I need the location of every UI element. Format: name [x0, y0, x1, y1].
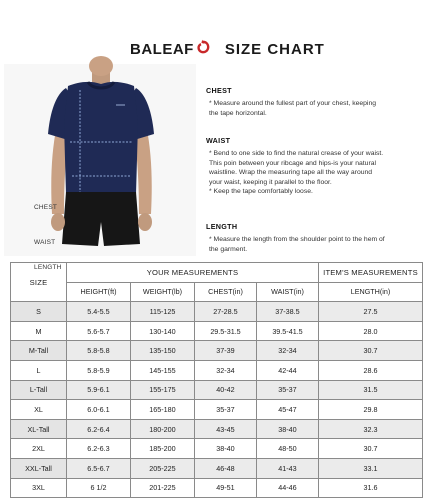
- length-cell: 31.6: [319, 478, 423, 498]
- height-cell: 5.9-6.1: [67, 380, 131, 400]
- chest-cell: 29.5-31.5: [195, 321, 257, 341]
- waist-cell: 37-38.5: [257, 302, 319, 322]
- size-cell: M: [11, 321, 67, 341]
- size-rows: [11, 302, 423, 498]
- waist-instructions: [206, 136, 421, 196]
- waist-cell: 44-46: [257, 478, 319, 498]
- weight-cell: 165-180: [131, 400, 195, 420]
- waist-cell: 39.5-41.5: [257, 321, 319, 341]
- height-cell: 5.8-5.8: [67, 341, 131, 361]
- weight-cell: 185-200: [131, 439, 195, 459]
- column-header-height: HEIGHT(ft): [67, 282, 131, 302]
- size-cell: M-Tall: [11, 341, 67, 361]
- height-cell: 6 1/2: [67, 478, 131, 498]
- column-header-chest: CHEST(in): [195, 282, 257, 302]
- chest-cell: 35-37: [195, 400, 257, 420]
- waist-cell: 48-50: [257, 439, 319, 459]
- height-cell: 5.6-5.7: [67, 321, 131, 341]
- waist-cell: 35-37: [257, 380, 319, 400]
- chest-cell: 49-51: [195, 478, 257, 498]
- brand-header: [130, 38, 325, 60]
- waist-cell: 42-44: [257, 360, 319, 380]
- height-cell: 6.2-6.4: [67, 419, 131, 439]
- size-cell: L: [11, 360, 67, 380]
- size-table: [10, 262, 423, 498]
- brand-name: BALEAF: [130, 40, 194, 58]
- your-measurements-header: YOUR MEASUREMENTS: [67, 263, 319, 283]
- brand-logo-icon: [195, 39, 211, 55]
- weight-cell: 201-225: [131, 478, 195, 498]
- length-cell: 28.6: [319, 360, 423, 380]
- waist-line: * Bend to one side to find the natural crease of your waist.: [209, 150, 384, 158]
- height-cell: 5.8-5.9: [67, 360, 131, 380]
- table-row: [11, 341, 423, 361]
- length-cell: 28.0: [319, 321, 423, 341]
- table-row: [11, 419, 423, 439]
- weight-cell: 205-225: [131, 458, 195, 478]
- table-row: [11, 302, 423, 322]
- model-photo: [4, 64, 196, 271]
- waist-line: your waist, keeping it parallel to the floor.: [209, 178, 332, 186]
- height-cell: 6.2-6.3: [67, 439, 131, 459]
- weight-cell: 115-125: [131, 302, 195, 322]
- column-header-waist: WAIST(in): [257, 282, 319, 302]
- weight-cell: 130-140: [131, 321, 195, 341]
- length-cell: 29.8: [319, 400, 423, 420]
- length-line: the garment.: [209, 245, 248, 253]
- chest-cell: 38-40: [195, 439, 257, 459]
- size-header: SIZE: [11, 263, 67, 302]
- size-cell: XXL-Tall: [11, 458, 67, 478]
- chest-cell: 40-42: [195, 380, 257, 400]
- chest-line: the tape horizontal.: [209, 109, 267, 117]
- chest-heading: CHEST: [206, 86, 232, 95]
- chest-cell: 32-34: [195, 360, 257, 380]
- waist-cell: 38-40: [257, 419, 319, 439]
- length-cell: 33.1: [319, 458, 423, 478]
- height-cell: 6.5-6.7: [67, 458, 131, 478]
- height-cell: 6.0-6.1: [67, 400, 131, 420]
- waist-line: waistline. Wrap the measuring tape all the way around: [209, 169, 373, 177]
- column-header-length: LENGTH(in): [319, 282, 423, 302]
- chest-cell: 27-28.5: [195, 302, 257, 322]
- table-row: [11, 360, 423, 380]
- page-title: SIZE CHART: [224, 40, 325, 58]
- chest-cell: 37-39: [195, 341, 257, 361]
- chest-line: * Measure around the fullest part of your chest, keeping: [209, 100, 376, 108]
- length-cell: 32.3: [319, 419, 423, 439]
- length-cell: 27.5: [319, 302, 423, 322]
- size-cell: 3XL: [11, 478, 67, 498]
- table-row: [11, 458, 423, 478]
- length-cell: 31.5: [319, 380, 423, 400]
- table-row: [11, 400, 423, 420]
- model-illustration: [4, 64, 196, 256]
- label-waist: WAIST: [34, 239, 56, 246]
- size-cell: 2XL: [11, 439, 67, 459]
- waist-heading: WAIST: [206, 136, 231, 145]
- chest-cell: 43-45: [195, 419, 257, 439]
- height-cell: 5.4-5.5: [67, 302, 131, 322]
- table-row: [11, 321, 423, 341]
- weight-cell: 135-150: [131, 341, 195, 361]
- table-header-row: [11, 263, 423, 283]
- length-cell: 30.7: [319, 341, 423, 361]
- size-cell: L-Tall: [11, 380, 67, 400]
- waist-cell: 32-34: [257, 341, 319, 361]
- waist-line: This poin between your ribcage and hips-is your natural: [209, 159, 376, 167]
- item-measurements-header: ITEM'S MEASUREMENTS: [319, 263, 423, 283]
- size-cell: XL: [11, 400, 67, 420]
- length-instructions: [206, 222, 421, 254]
- weight-cell: 155-175: [131, 380, 195, 400]
- label-chest: CHEST: [34, 204, 58, 211]
- length-line: * Measure the length from the shoulder point to the hem of: [209, 236, 385, 244]
- weight-cell: 180-200: [131, 419, 195, 439]
- length-heading: LENGTH: [206, 222, 238, 231]
- size-cell: XL-Tall: [11, 419, 67, 439]
- column-header-weight: WEIGHT(lb): [131, 282, 195, 302]
- label-length: LENGTH: [34, 264, 62, 271]
- chest-cell: 46-48: [195, 458, 257, 478]
- waist-line: * Keep the tape comfortably loose.: [209, 188, 313, 196]
- table-row: [11, 478, 423, 498]
- table-row: [11, 380, 423, 400]
- table-column-header-row: [11, 282, 423, 302]
- chest-instructions: [206, 86, 421, 118]
- length-cell: 30.7: [319, 439, 423, 459]
- waist-cell: 45-47: [257, 400, 319, 420]
- table-row: [11, 439, 423, 459]
- waist-cell: 41-43: [257, 458, 319, 478]
- size-cell: S: [11, 302, 67, 322]
- weight-cell: 145-155: [131, 360, 195, 380]
